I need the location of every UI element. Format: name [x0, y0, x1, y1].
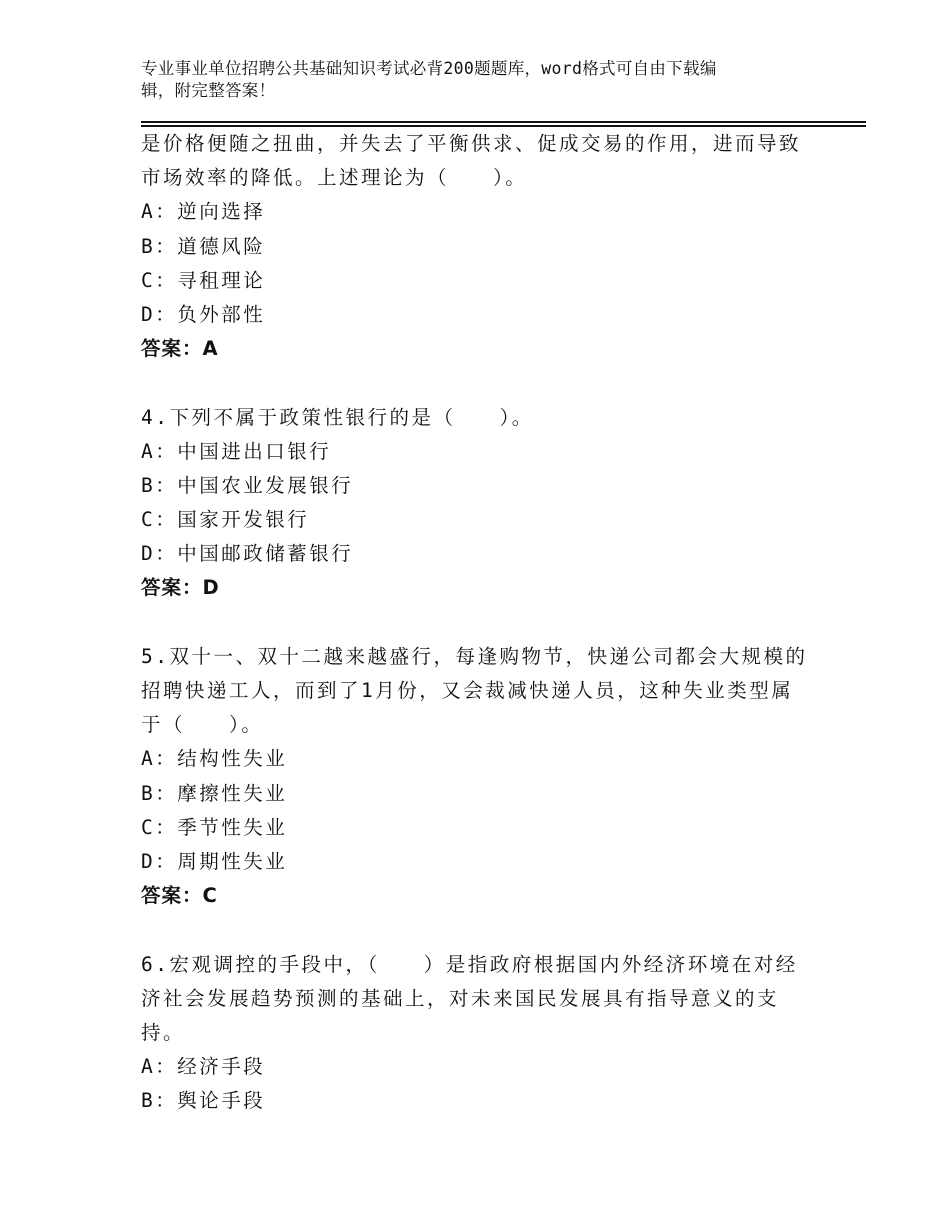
- document-header: [141, 58, 801, 102]
- question-text-line: 济社会发展趋势预测的基础上，对未来国民发展具有指导意义的支: [141, 986, 780, 1010]
- question-text-line: 6.宏观调控的手段中，（ ）是指政府根据国内外经济环境在对经: [141, 952, 798, 976]
- spacer: [141, 913, 801, 947]
- answer-label: 答案：C: [141, 884, 218, 908]
- option-b: B：摩擦性失业: [141, 781, 288, 805]
- question-6-block: [141, 948, 801, 1119]
- spacer: [141, 606, 801, 640]
- question-text-line: 持。: [141, 1020, 186, 1044]
- option-b: B：中国农业发展银行: [141, 473, 354, 497]
- header-divider: [141, 121, 866, 126]
- answer-label: 答案：D: [141, 576, 220, 600]
- header-title-line-2: 辑，附完整答案！: [141, 81, 276, 100]
- question-5-block: [141, 640, 808, 914]
- option-d: D：负外部性: [141, 302, 266, 326]
- question-text-line: 招聘快递工人，而到了1月份，又会裁减快递人员，这种失业类型属: [141, 679, 794, 702]
- question-text-line: 5.双十一、双十二越来越盛行，每逢购物节，快递公司都会大规模的: [141, 644, 808, 668]
- answer-label: 答案：A: [141, 337, 219, 361]
- option-c: C：国家开发银行: [141, 508, 310, 532]
- option-a: A：经济手段: [141, 1055, 266, 1079]
- spacer: [141, 366, 801, 400]
- option-d: D：中国邮政储蓄银行: [141, 542, 354, 566]
- option-b: B：舆论手段: [141, 1089, 266, 1113]
- option-b: B：道德风险: [141, 234, 266, 258]
- question-4-block: [141, 401, 801, 606]
- question-text-line: 市场效率的降低。上述理论为（ ）。: [141, 166, 528, 190]
- option-c: C：寻租理论: [141, 268, 266, 292]
- option-c: C：季节性失业: [141, 815, 288, 839]
- option-d: D：周期性失业: [141, 849, 288, 873]
- option-a: A：中国进出口银行: [141, 439, 332, 463]
- question-text-line: 4.下列不属于政策性银行的是（ ）。: [141, 405, 534, 429]
- header-title-line-1: 专业事业单位招聘公共基础知识考试必背200题题库，word格式可自由下载编: [141, 59, 717, 78]
- question-text-line: 于（ ）。: [141, 713, 264, 737]
- option-a: A：逆向选择: [141, 200, 266, 224]
- question-text-line: 是价格便随之扭曲，并失去了平衡供求、促成交易的作用，进而导致: [141, 132, 802, 155]
- question-3-block: [141, 127, 801, 366]
- option-a: A：结构性失业: [141, 747, 288, 771]
- question-list: [141, 127, 808, 1118]
